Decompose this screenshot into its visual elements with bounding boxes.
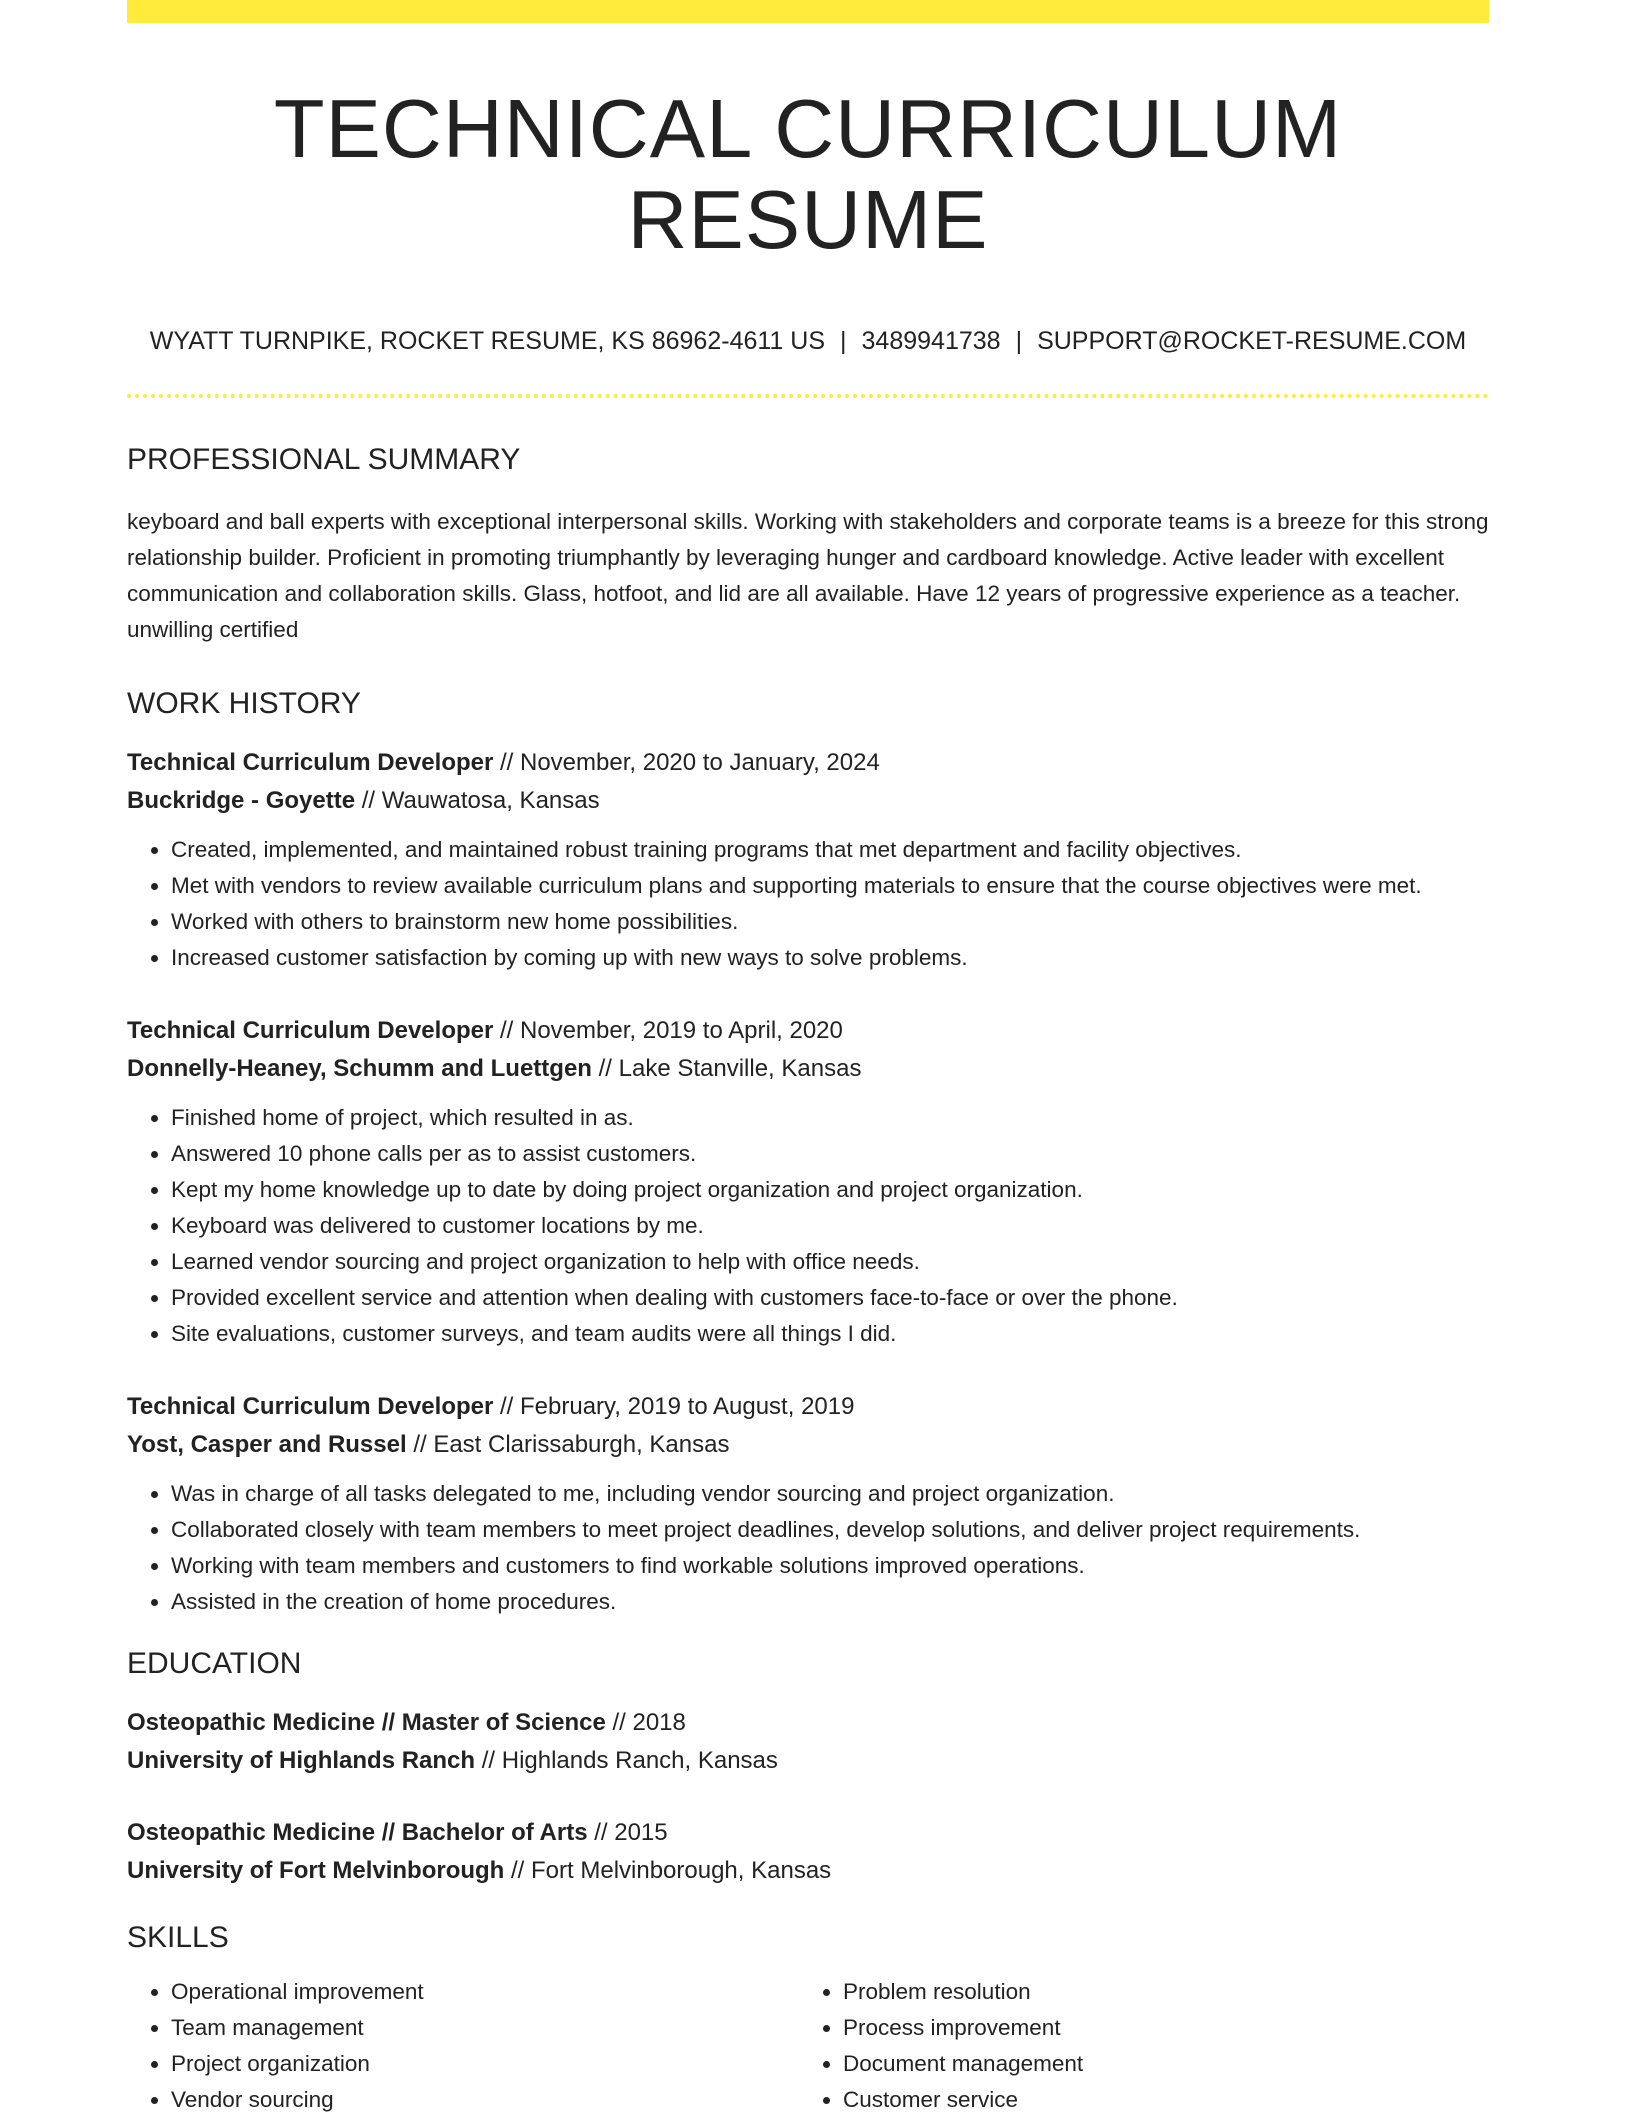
- education-degree: Osteopathic Medicine // Bachelor of Arts: [127, 1818, 588, 1846]
- job-dates: // November, 2020 to January, 2024: [493, 748, 880, 776]
- job-company-line: [127, 1426, 1489, 1464]
- job-bullet: • Kept my home knowledge up to date by doing project organization and project organization.: [171, 1172, 1489, 1208]
- contact-line: [127, 326, 1489, 356]
- job-dates: // November, 2019 to April, 2020: [493, 1016, 843, 1044]
- dotted-divider: [127, 394, 1489, 398]
- job-entry: [127, 744, 1489, 976]
- education-heading: EDUCATION: [127, 1646, 302, 1680]
- job-bullet: • Working with team members and customers to find workable solutions improved operations.: [171, 1548, 1489, 1584]
- job-bullet: • Provided excellent service and attention when dealing with customers face-to-face or over the phone.: [171, 1280, 1489, 1316]
- job-title-line: [127, 744, 1489, 782]
- job-bullets: [127, 832, 1489, 976]
- job-bullet: • Collaborated closely with team members to meet project deadlines, develop solutions, and deliver project requirements.: [171, 1512, 1489, 1548]
- education-entry: [127, 1704, 1489, 1780]
- skills-list-right: [799, 1974, 1471, 2118]
- resume-title: TECHNICAL CURRICULUM RESUME: [273, 82, 1343, 267]
- education-year: // 2018: [605, 1708, 686, 1736]
- skill-item: • Customer service: [843, 2082, 1471, 2118]
- education-school: University of Highlands Ranch: [127, 1746, 476, 1774]
- education-location: // Highlands Ranch, Kansas: [475, 1746, 778, 1774]
- education-location: // Fort Melvinborough, Kansas: [504, 1856, 832, 1884]
- education-degree-line: [127, 1814, 1489, 1852]
- skill-item: • Vendor sourcing: [171, 2082, 799, 2118]
- job-title-line: [127, 1012, 1489, 1050]
- contact-email: SUPPORT@ROCKET-RESUME.COM: [1037, 326, 1467, 355]
- job-bullet: • Met with vendors to review available curriculum plans and supporting materials to ensure that the course objectives were met.: [171, 868, 1489, 904]
- job-bullet: • Was in charge of all tasks delegated to me, including vendor sourcing and project organization.: [171, 1476, 1489, 1512]
- job-company: Donnelly-Heaney, Schumm and Luettgen: [127, 1054, 592, 1082]
- job-entry: [127, 1012, 1489, 1352]
- summary-text: keyboard and ball experts with exceptional interpersonal skills. Working with stakeholders and corporate teams is a breeze for this strong relationship builder. Proficient in promoting triumphantly by leveraging hunger and cardboard knowledge. Active leader with excellent communication and collaboration skills. Glass, hotfoot, and lid are all available. Have 12 years of progressive experience as a teacher. unwilling certified: [127, 508, 1489, 642]
- job-location: // East Clarissaburgh, Kansas: [406, 1430, 730, 1458]
- education-school-line: [127, 1852, 1489, 1890]
- job-dates: // February, 2019 to August, 2019: [493, 1392, 855, 1420]
- job-title: Technical Curriculum Developer: [127, 748, 494, 776]
- skill-item: • Project organization: [171, 2046, 799, 2082]
- education-school: University of Fort Melvinborough: [127, 1856, 505, 1884]
- job-bullets: [127, 1476, 1489, 1620]
- education-year: // 2015: [587, 1818, 668, 1846]
- job-bullet: • Created, implemented, and maintained robust training programs that met department and facility objectives.: [171, 832, 1489, 868]
- skill-item: • Operational improvement: [171, 1974, 799, 2010]
- job-company-line: [127, 782, 1489, 820]
- skill-item: • Problem resolution: [843, 1974, 1471, 2010]
- job-bullet: • Site evaluations, customer surveys, and team audits were all things I did.: [171, 1316, 1489, 1352]
- job-title: Technical Curriculum Developer: [127, 1392, 494, 1420]
- skills-list-left: [127, 1974, 799, 2118]
- top-accent-bar: [127, 0, 1489, 23]
- contact-separator: |: [840, 326, 847, 355]
- job-bullet: • Learned vendor sourcing and project organization to help with office needs.: [171, 1244, 1489, 1280]
- contact-phone: 3489941738: [861, 326, 1001, 355]
- skill-item: • Team management: [171, 2010, 799, 2046]
- education-degree-line: [127, 1704, 1489, 1742]
- job-bullet: • Worked with others to brainstorm new home possibilities.: [171, 904, 1489, 940]
- resume-page: [127, 0, 1489, 2118]
- skills-heading: SKILLS: [127, 1920, 229, 1954]
- job-location: // Lake Stanville, Kansas: [591, 1054, 862, 1082]
- education-entry: [127, 1814, 1489, 1890]
- job-bullet: • Increased customer satisfaction by coming up with new ways to solve problems.: [171, 940, 1489, 976]
- skill-item: • Process improvement: [843, 2010, 1471, 2046]
- job-entry: [127, 1388, 1489, 1620]
- job-bullet: • Keyboard was delivered to customer locations by me.: [171, 1208, 1489, 1244]
- contact-separator: |: [1015, 326, 1023, 355]
- job-bullet: • Assisted in the creation of home procedures.: [171, 1584, 1489, 1620]
- job-bullets: [127, 1100, 1489, 1352]
- job-company: Buckridge - Goyette: [127, 786, 356, 814]
- job-company: Yost, Casper and Russel: [127, 1430, 407, 1458]
- education-degree: Osteopathic Medicine // Master of Science: [127, 1708, 606, 1736]
- skill-item: • Document management: [843, 2046, 1471, 2082]
- work-history-heading: WORK HISTORY: [127, 686, 361, 720]
- job-location: // Wauwatosa, Kansas: [355, 786, 600, 814]
- job-bullet: • Answered 10 phone calls per as to assist customers.: [171, 1136, 1489, 1172]
- job-company-line: [127, 1050, 1489, 1088]
- job-bullet: • Finished home of project, which resulted in as.: [171, 1100, 1489, 1136]
- education-school-line: [127, 1742, 1489, 1780]
- job-title: Technical Curriculum Developer: [127, 1016, 494, 1044]
- contact-address: WYATT TURNPIKE, ROCKET RESUME, KS 86962-4611 US: [149, 326, 826, 355]
- job-title-line: [127, 1388, 1489, 1426]
- skills-columns: [127, 1974, 1489, 2118]
- summary-heading: PROFESSIONAL SUMMARY: [127, 442, 521, 476]
